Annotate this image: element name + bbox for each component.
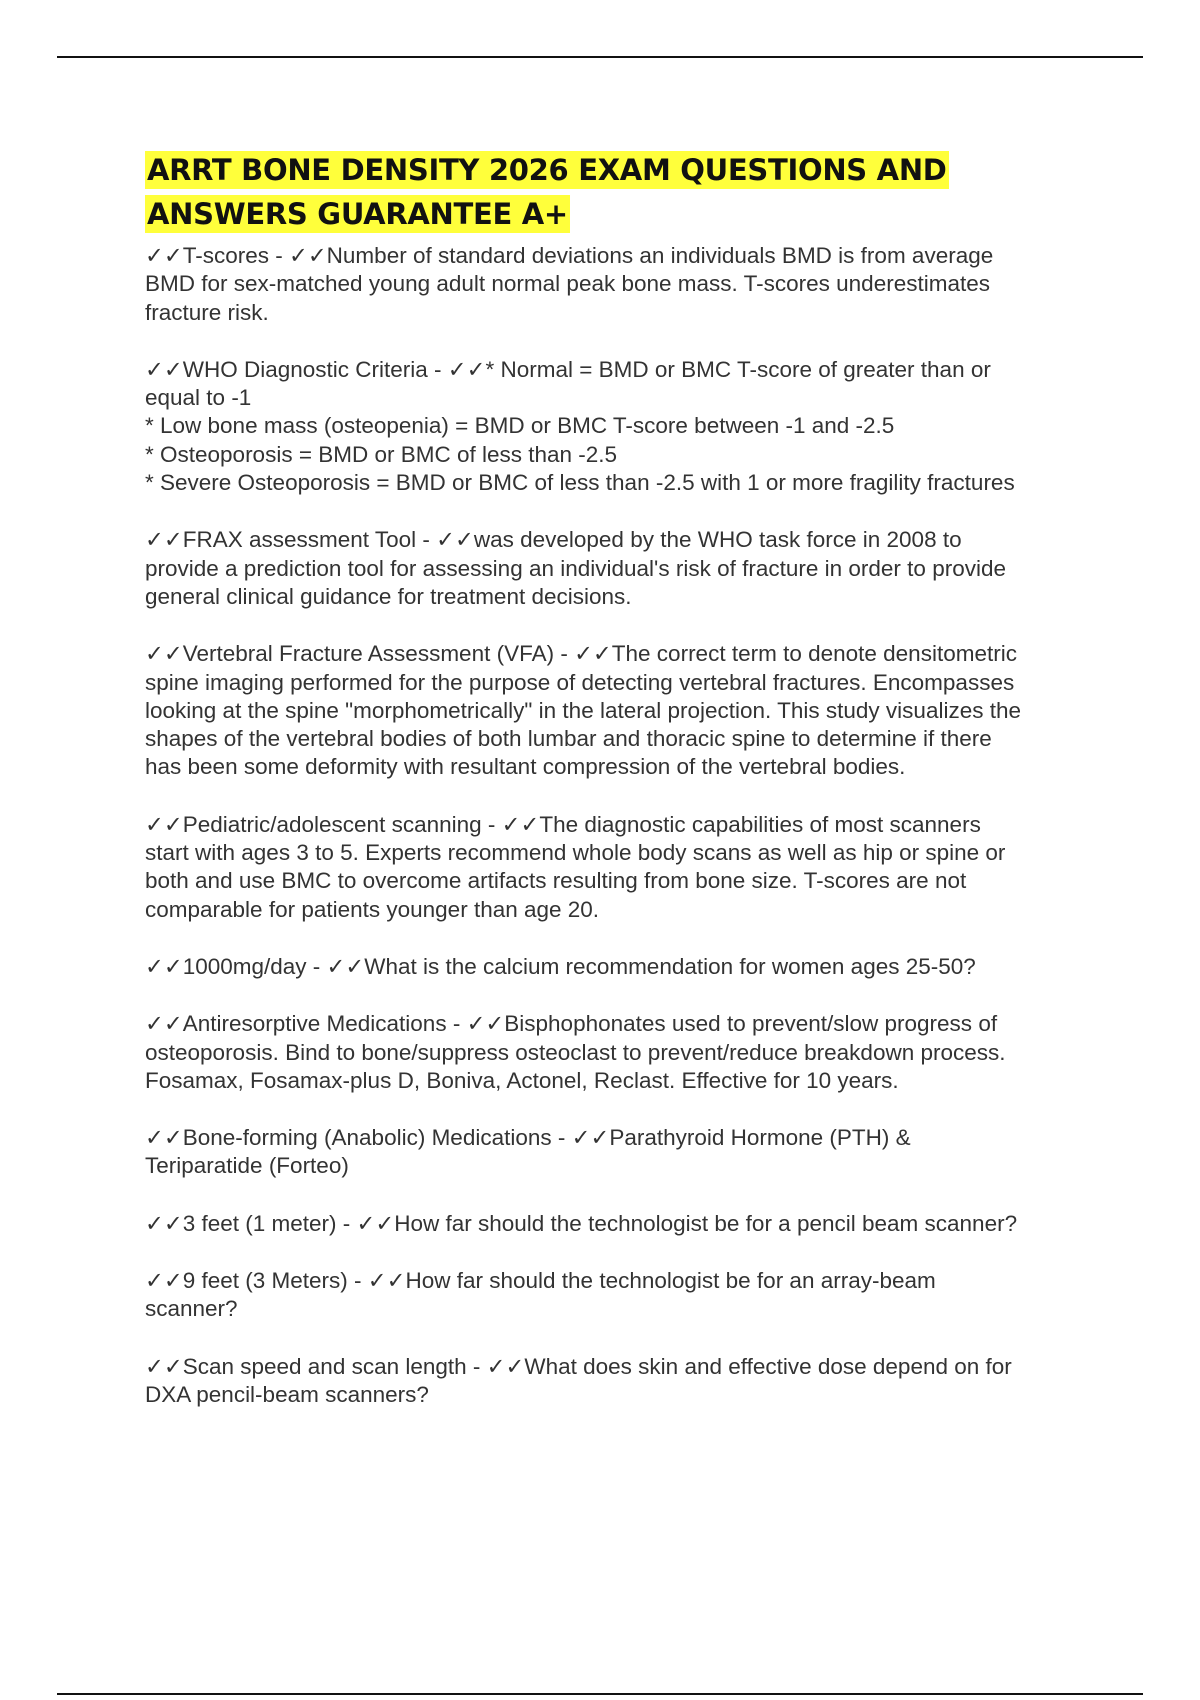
qa-item [145,242,1105,327]
qa-line: provide a prediction tool for assessing an individual's risk of fracture in order to provide [145,555,1006,581]
qa-line: ✓✓1000mg/day - ✓✓What is the calcium recommendation for women ages 25-50? [145,953,976,979]
qa-item [145,1010,1105,1095]
qa-line: ✓✓9 feet (3 Meters) - ✓✓How far should the technologist be for an array-beam [145,1268,936,1294]
qa-line: start with ages 3 to 5. Experts recommend whole body scans as well as hip or spine or [145,840,1006,866]
qa-line: ✓✓Vertebral Fracture Assessment (VFA) - ✓✓The correct term to denote densitometric [145,641,1017,667]
qa-line: equal to -1 [145,385,252,411]
qa-item [145,811,1105,924]
qa-item [145,1124,1105,1181]
qa-line: ✓✓3 feet (1 meter) - ✓✓How far should the technologist be for a pencil beam scanner? [145,1210,1018,1236]
qa-line: ✓✓FRAX assessment Tool - ✓✓was developed by the WHO task force in 2008 to [145,527,962,553]
top-rule [57,56,1143,58]
document-title [145,148,1105,236]
qa-item [145,1353,1105,1410]
qa-item [145,640,1105,781]
qa-line: * Severe Osteoporosis = BMD or BMC of less than -2.5 with 1 or more fragility fractures [145,470,1015,496]
bottom-rule [57,1693,1143,1695]
qa-line: shapes of the vertebral bodies of both lumbar and thoracic spine to determine if there [145,726,992,752]
qa-line: general clinical guidance for treatment decisions. [145,583,632,609]
qa-item [145,1210,1105,1238]
qa-line: ✓✓Antiresorptive Medications - ✓✓Bisphophonates used to prevent/slow progress of [145,1011,998,1037]
title-line-2: ANSWERS GUARANTEE A+ [147,197,568,231]
qa-line: looking at the spine "morphometrically" in the lateral projection. This study visualizes the [145,697,1021,723]
qa-item [145,526,1105,611]
qa-line: * Low bone mass (osteopenia) = BMD or BMC T-score between -1 and -2.5 [145,413,895,439]
qa-line: comparable for patients younger than age 20. [145,896,600,922]
qa-line: fracture risk. [145,299,269,325]
document-body [145,148,1105,1438]
qa-line: ✓✓Pediatric/adolescent scanning - ✓✓The diagnostic capabilities of most scanners [145,811,981,837]
qa-line: Fosamax, Fosamax-plus D, Boniva, Actonel, Reclast. Effective for 10 years. [145,1067,899,1093]
qa-line: ✓✓Bone-forming (Anabolic) Medications - ✓✓Parathyroid Hormone (PTH) & [145,1125,911,1151]
qa-line: Teriparatide (Forteo) [145,1153,349,1179]
qa-line: * Osteoporosis = BMD or BMC of less than -2.5 [145,441,618,467]
qa-item [145,1267,1105,1324]
qa-line: scanner? [145,1296,238,1322]
qa-list [145,242,1105,1409]
qa-line: ✓✓T-scores - ✓✓Number of standard deviations an individuals BMD is from average [145,243,994,268]
qa-line: spine imaging performed for the purpose of detecting vertebral fractures. Encompasses [145,669,1015,695]
title-line-1: ARRT BONE DENSITY 2026 EXAM QUESTIONS AND [147,153,947,187]
qa-line: has been some deformity with resultant compression of the vertebral bodies. [145,754,906,780]
qa-line: ✓✓WHO Diagnostic Criteria - ✓✓* Normal = BMD or BMC T-score of greater than or [145,356,991,382]
qa-item [145,356,1105,497]
qa-item [145,953,1105,981]
qa-line: DXA pencil-beam scanners? [145,1381,429,1407]
qa-line: ✓✓Scan speed and scan length - ✓✓What does skin and effective dose depend on for [145,1353,1012,1379]
qa-line: osteoporosis. Bind to bone/suppress osteoclast to prevent/reduce breakdown process. [145,1039,1006,1065]
qa-line: BMD for sex-matched young adult normal peak bone mass. T-scores underestimates [145,271,990,297]
qa-line: both and use BMC to overcome artifacts resulting from bone size. T-scores are not [145,868,967,894]
